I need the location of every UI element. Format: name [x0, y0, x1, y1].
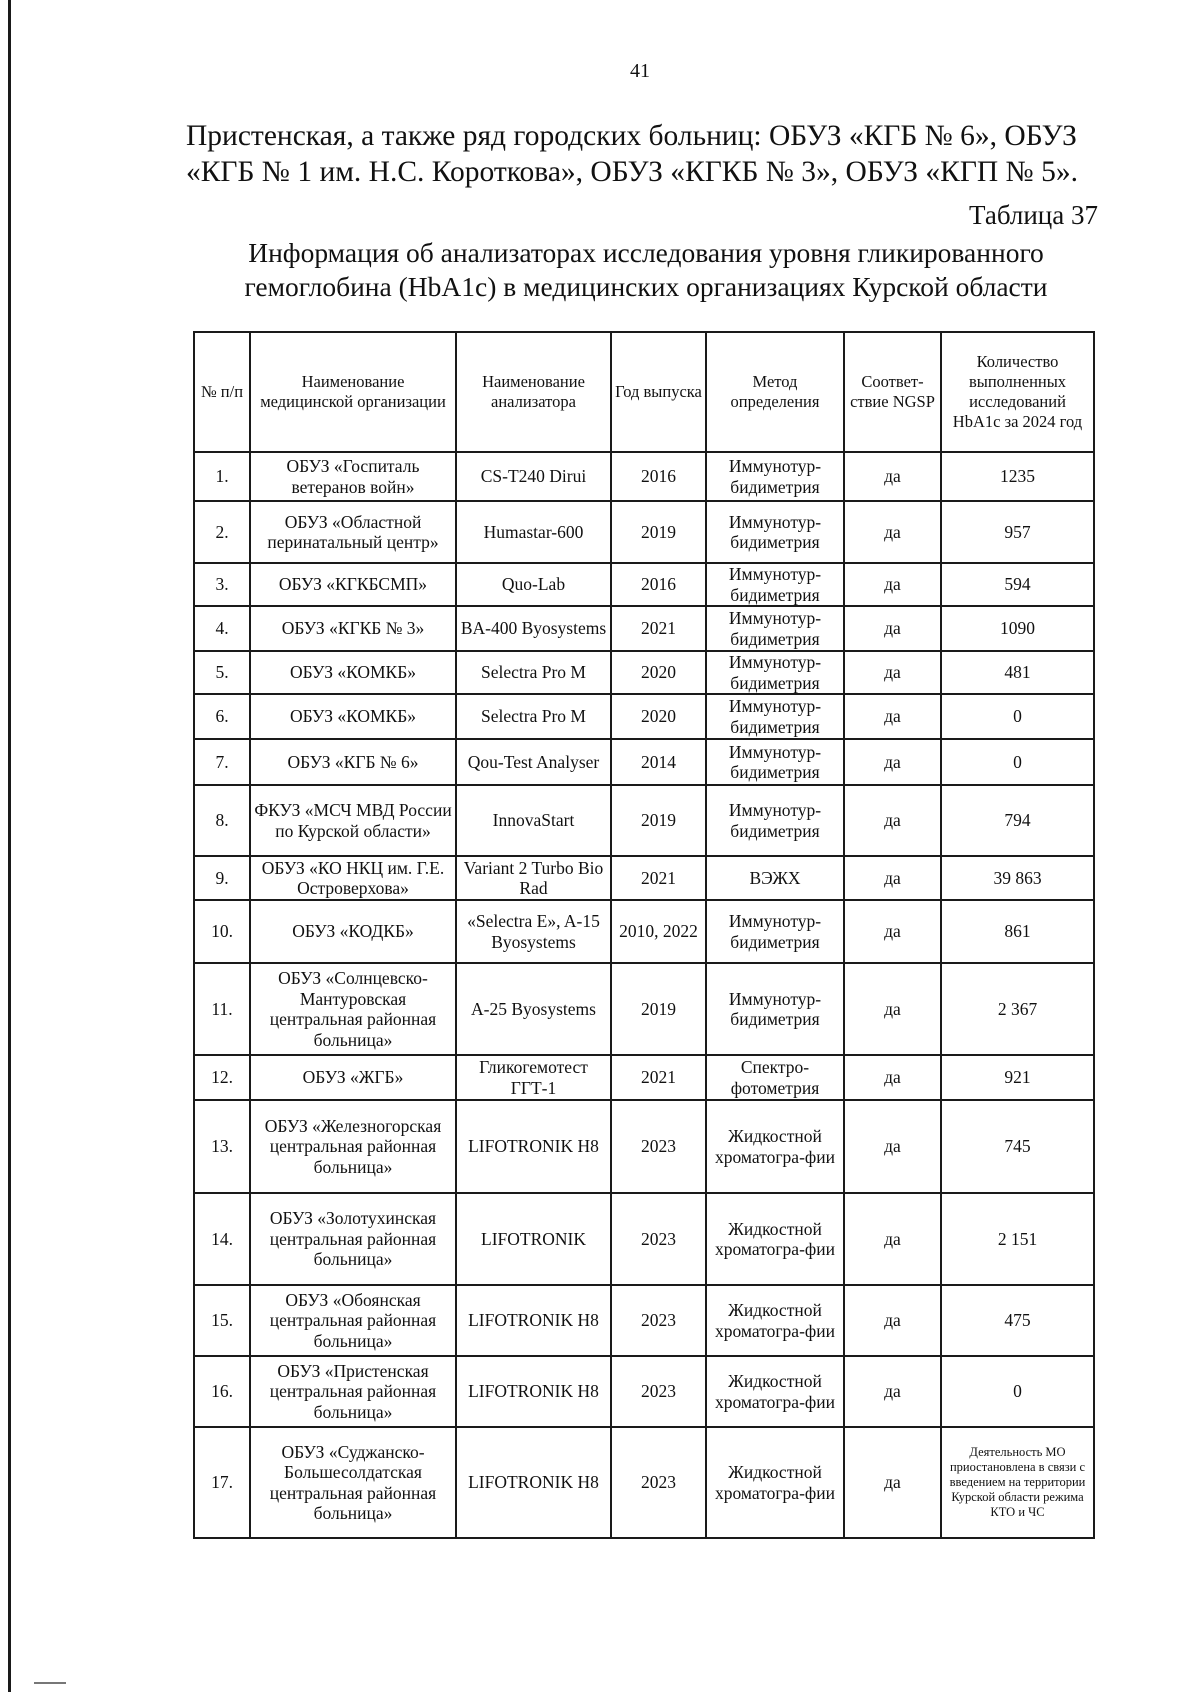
cell-count: 794: [941, 785, 1094, 856]
cell-ngsp: да: [844, 739, 941, 785]
table-row: [194, 651, 1094, 694]
cell-year: 2023: [611, 1193, 706, 1285]
cell-method: Иммунотур-бидиметрия: [706, 694, 844, 739]
cell-count: 0: [941, 694, 1094, 739]
table-row: [194, 856, 1094, 900]
cell-method: Иммунотур-бидиметрия: [706, 563, 844, 606]
scan-mark: [34, 1682, 66, 1684]
table-row: [194, 1055, 1094, 1100]
cell-row-number: 7.: [194, 739, 250, 785]
table-row: [194, 900, 1094, 963]
header-analyzer: Наименование анализатора: [456, 332, 611, 452]
cell-year: 2020: [611, 651, 706, 694]
cell-analyzer: LIFOTRONIK H8: [456, 1427, 611, 1538]
cell-year: 2023: [611, 1427, 706, 1538]
cell-method: Иммунотур-бидиметрия: [706, 501, 844, 563]
cell-count: 475: [941, 1285, 1094, 1356]
cell-analyzer: Selectra Pro M: [456, 651, 611, 694]
cell-method: Жидкостной хроматогра-фии: [706, 1285, 844, 1356]
cell-analyzer: BA-400 Byosystems: [456, 606, 611, 651]
cell-analyzer: LIFOTRONIK H8: [456, 1356, 611, 1427]
cell-ngsp: да: [844, 501, 941, 563]
cell-organization: ОБУЗ «КО НКЦ им. Г.Е. Островерхова»: [250, 856, 456, 900]
header-organization: Наименование медицинской организации: [250, 332, 456, 452]
cell-row-number: 16.: [194, 1356, 250, 1427]
table-row: [194, 1427, 1094, 1538]
cell-method: Иммунотур-бидиметрия: [706, 452, 844, 501]
cell-organization: ОБУЗ «Золотухинская центральная районная больница»: [250, 1193, 456, 1285]
cell-organization: ОБУЗ «Госпиталь ветеранов войн»: [250, 452, 456, 501]
cell-organization: ОБУЗ «КГКБСМП»: [250, 563, 456, 606]
cell-count: Деятельность МО приостановлена в связи с введением на территории Курской области режима КТО и ЧС: [941, 1427, 1094, 1538]
cell-ngsp: да: [844, 1193, 941, 1285]
cell-organization: ОБУЗ «КГКБ № 3»: [250, 606, 456, 651]
cell-method: Иммунотур-бидиметрия: [706, 651, 844, 694]
header-year: Год выпуска: [611, 332, 706, 452]
cell-year: 2014: [611, 739, 706, 785]
cell-organization: ОБУЗ «Суджанско-Большесолдатская центральная районная больница»: [250, 1427, 456, 1538]
cell-organization: ФКУЗ «МСЧ МВД России по Курской области»: [250, 785, 456, 856]
cell-year: 2023: [611, 1356, 706, 1427]
cell-year: 2010, 2022: [611, 900, 706, 963]
cell-count: 594: [941, 563, 1094, 606]
cell-method: Жидкостной хроматогра-фии: [706, 1100, 844, 1193]
cell-row-number: 8.: [194, 785, 250, 856]
cell-organization: ОБУЗ «КОМКБ»: [250, 651, 456, 694]
cell-analyzer: LIFOTRONIK: [456, 1193, 611, 1285]
cell-ngsp: да: [844, 694, 941, 739]
cell-ngsp: да: [844, 1356, 941, 1427]
cell-organization: ОБУЗ «Обоянская центральная районная больница»: [250, 1285, 456, 1356]
cell-count: 1235: [941, 452, 1094, 501]
cell-count: 39 863: [941, 856, 1094, 900]
cell-ngsp: да: [844, 651, 941, 694]
cell-analyzer: Гликогемотест ГГТ-1: [456, 1055, 611, 1100]
cell-year: 2020: [611, 694, 706, 739]
cell-row-number: 5.: [194, 651, 250, 694]
analyzers-table: [193, 331, 1095, 1539]
cell-organization: ОБУЗ «Солнцевско-Мантуровская центральная районная больница»: [250, 963, 456, 1055]
cell-method: Иммунотур-бидиметрия: [706, 963, 844, 1055]
cell-analyzer: Humastar-600: [456, 501, 611, 563]
page-number: 41: [630, 60, 650, 82]
cell-ngsp: да: [844, 563, 941, 606]
cell-year: 2021: [611, 1055, 706, 1100]
cell-method: Жидкостной хроматогра-фии: [706, 1193, 844, 1285]
cell-ngsp: да: [844, 1100, 941, 1193]
cell-organization: ОБУЗ «Пристенская центральная районная больница»: [250, 1356, 456, 1427]
cell-ngsp: да: [844, 1055, 941, 1100]
cell-row-number: 9.: [194, 856, 250, 900]
cell-count: 0: [941, 739, 1094, 785]
cell-ngsp: да: [844, 452, 941, 501]
cell-year: 2019: [611, 963, 706, 1055]
cell-method: Жидкостной хроматогра-фии: [706, 1356, 844, 1427]
cell-analyzer: Quo-Lab: [456, 563, 611, 606]
cell-method: Жидкостной хроматогра-фии: [706, 1427, 844, 1538]
table-row: [194, 452, 1094, 501]
cell-analyzer: CS-T240 Dirui: [456, 452, 611, 501]
cell-organization: ОБУЗ «КГБ № 6»: [250, 739, 456, 785]
cell-year: 2019: [611, 785, 706, 856]
cell-row-number: 3.: [194, 563, 250, 606]
cell-analyzer: InnovaStart: [456, 785, 611, 856]
table-row: [194, 694, 1094, 739]
cell-organization: ОБУЗ «Областной перинатальный центр»: [250, 501, 456, 563]
header-count: Количество выполненных исследований HbA1c за 2024 год: [941, 332, 1094, 452]
header-number: № п/п: [194, 332, 250, 452]
cell-analyzer: LIFOTRONIK H8: [456, 1100, 611, 1193]
table-row: [194, 563, 1094, 606]
intro-paragraph: Пристенская, а также ряд городских больниц: ОБУЗ «КГБ № 6», ОБУЗ «КГБ № 1 им. Н.С. Короткова», ОБУЗ «КГКБ № 3», ОБУЗ «КГП № 5».: [186, 120, 1078, 188]
table-header-row: [194, 332, 1094, 452]
table-row: [194, 606, 1094, 651]
cell-year: 2023: [611, 1285, 706, 1356]
cell-ngsp: да: [844, 856, 941, 900]
cell-row-number: 10.: [194, 900, 250, 963]
cell-year: 2023: [611, 1100, 706, 1193]
cell-ngsp: да: [844, 1427, 941, 1538]
cell-year: 2016: [611, 563, 706, 606]
cell-method: Иммунотур-бидиметрия: [706, 606, 844, 651]
header-method: Метод определения: [706, 332, 844, 452]
cell-row-number: 1.: [194, 452, 250, 501]
cell-ngsp: да: [844, 963, 941, 1055]
cell-row-number: 2.: [194, 501, 250, 563]
cell-method: Иммунотур-бидиметрия: [706, 785, 844, 856]
cell-ngsp: да: [844, 606, 941, 651]
cell-organization: ОБУЗ «КОДКБ»: [250, 900, 456, 963]
table-row: [194, 963, 1094, 1055]
table-row: [194, 1285, 1094, 1356]
cell-row-number: 14.: [194, 1193, 250, 1285]
cell-row-number: 13.: [194, 1100, 250, 1193]
table-row: [194, 501, 1094, 563]
cell-ngsp: да: [844, 785, 941, 856]
cell-analyzer: A-25 Byosystems: [456, 963, 611, 1055]
header-ngsp: Соответ-ствие NGSP: [844, 332, 941, 452]
cell-method: Спектро-фотометрия: [706, 1055, 844, 1100]
cell-count: 861: [941, 900, 1094, 963]
cell-row-number: 17.: [194, 1427, 250, 1538]
cell-count: 745: [941, 1100, 1094, 1193]
cell-ngsp: да: [844, 1285, 941, 1356]
cell-analyzer: LIFOTRONIK H8: [456, 1285, 611, 1356]
cell-analyzer: Variant 2 Turbo Bio Rad: [456, 856, 611, 900]
cell-count: 2 367: [941, 963, 1094, 1055]
cell-organization: ОБУЗ «Железногорская центральная районная больница»: [250, 1100, 456, 1193]
cell-count: 0: [941, 1356, 1094, 1427]
cell-row-number: 6.: [194, 694, 250, 739]
cell-row-number: 4.: [194, 606, 250, 651]
cell-count: 1090: [941, 606, 1094, 651]
cell-analyzer: Selectra Pro M: [456, 694, 611, 739]
cell-row-number: 15.: [194, 1285, 250, 1356]
cell-analyzer: Qou-Test Analyser: [456, 739, 611, 785]
table-row: [194, 739, 1094, 785]
cell-analyzer: «Selectra E», A-15 Byosystems: [456, 900, 611, 963]
cell-method: Иммунотур-бидиметрия: [706, 900, 844, 963]
table-row: [194, 1193, 1094, 1285]
table-row: [194, 1356, 1094, 1427]
table-caption: Информация об анализаторах исследования уровня гликированного гемоглобина (HbA1c) в медицинских организациях Курской области: [244, 237, 1048, 302]
table-row: [194, 785, 1094, 856]
cell-organization: ОБУЗ «КОМКБ»: [250, 694, 456, 739]
cell-year: 2016: [611, 452, 706, 501]
cell-count: 2 151: [941, 1193, 1094, 1285]
cell-organization: ОБУЗ «ЖГБ»: [250, 1055, 456, 1100]
cell-year: 2019: [611, 501, 706, 563]
table-number: Таблица 37: [969, 200, 1098, 230]
cell-method: ВЭЖХ: [706, 856, 844, 900]
table-body: [194, 452, 1094, 1538]
page-border-line: [8, 0, 11, 1692]
cell-year: 2021: [611, 856, 706, 900]
cell-ngsp: да: [844, 900, 941, 963]
cell-count: 957: [941, 501, 1094, 563]
cell-row-number: 12.: [194, 1055, 250, 1100]
cell-year: 2021: [611, 606, 706, 651]
table-row: [194, 1100, 1094, 1193]
cell-count: 481: [941, 651, 1094, 694]
cell-method: Иммунотур-бидиметрия: [706, 739, 844, 785]
cell-count: 921: [941, 1055, 1094, 1100]
cell-row-number: 11.: [194, 963, 250, 1055]
